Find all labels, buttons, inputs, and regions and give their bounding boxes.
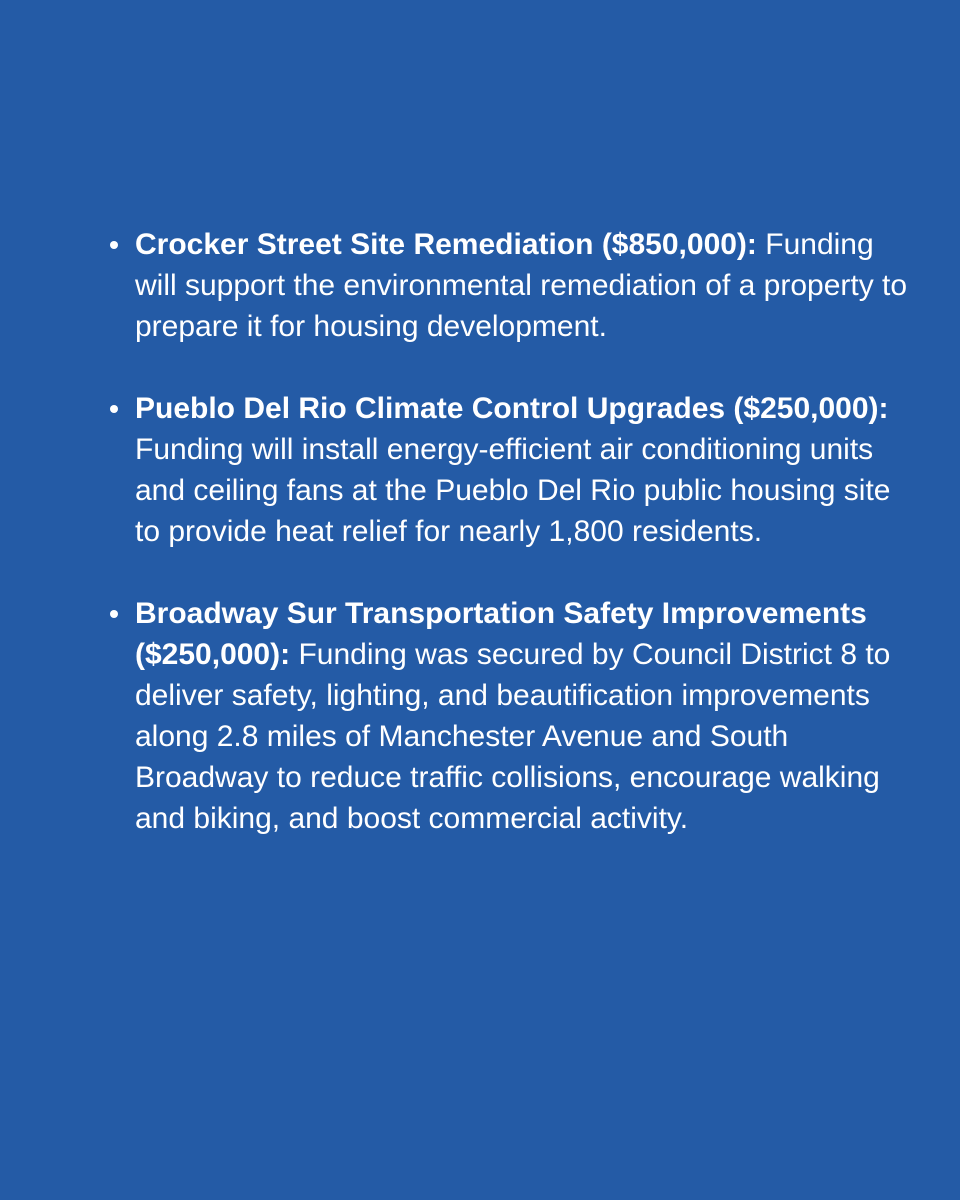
list-item-pueblo-del-rio <box>110 388 910 552</box>
bullet-icon <box>110 405 118 413</box>
item-description: Funding will support the environmental remediation of a property to prepare it for housing development. <box>135 228 908 343</box>
bullet-icon <box>110 241 118 249</box>
bullet-icon <box>110 610 118 618</box>
item-description: Funding will install energy-efficient air conditioning units and ceiling fans at the Pueblo Del Rio public housing site to provide heat relief for nearly 1,800 residents. <box>135 433 891 548</box>
item-title: Broadway Sur Transportation Safety Improvements ($250,000): <box>135 597 867 671</box>
item-description: Funding was secured by Council District 8 to deliver safety, lighting, and beautification improvements along 2.8 miles of Manchester Avenue and South Broadway to reduce traffic collisions, encourage walking and biking, and boost commercial activity. <box>135 638 891 835</box>
funding-bullet-list <box>110 224 910 839</box>
item-title: Crocker Street Site Remediation ($850,000): <box>135 228 766 261</box>
list-item-broadway-sur <box>110 593 910 839</box>
funding-list-section <box>110 224 910 839</box>
list-item-crocker-street <box>110 224 910 347</box>
item-title: Pueblo Del Rio Climate Control Upgrades ($250,000): <box>135 392 889 425</box>
